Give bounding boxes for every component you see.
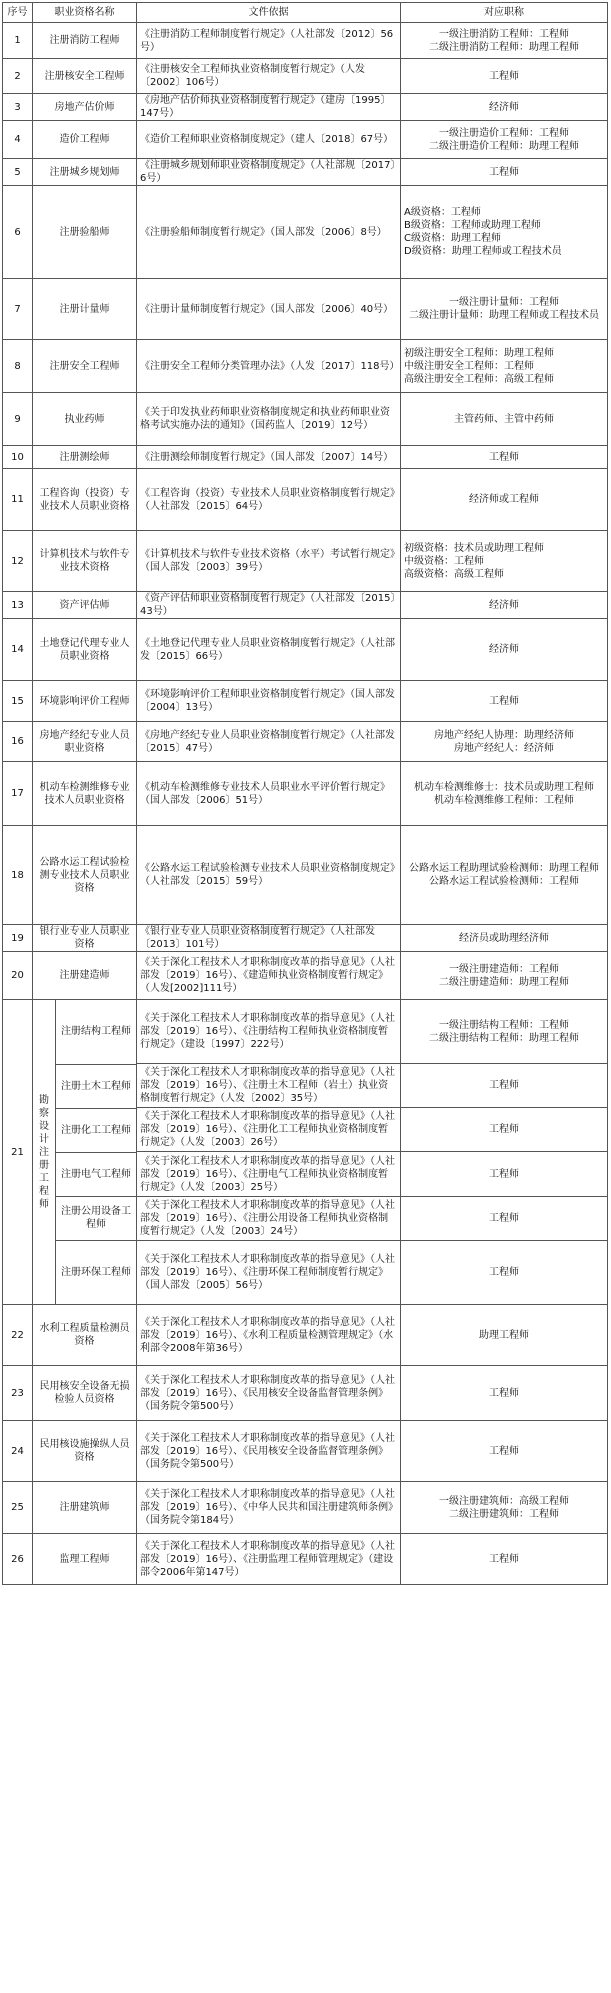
document-basis: 《工程咨询（投资）专业技术人员职业资格制度暂行规定》（人社部发〔2015〕64号） [137,469,401,531]
table-body [3,23,608,1585]
row-number: 20 [3,952,33,1000]
row-number: 23 [3,1366,33,1421]
document-basis: 《注册测绘师制度暂行规定》（国人部发〔2007〕14号） [137,446,401,469]
row-number: 7 [3,279,33,340]
qualification-name: 注册安全工程师 [33,340,137,393]
title-cell [401,59,608,94]
title-line: 经济师 [489,599,519,611]
row-number: 15 [3,681,33,722]
qualification-name: 机动车检测维修专业技术人员职业资格 [33,762,137,826]
document-basis: 《注册消防工程师制度暂行规定》（人社部发〔2012〕56号） [137,23,401,59]
qualification-name: 注册建筑师 [33,1482,137,1534]
qualification-table [2,2,608,1585]
qualification-name: 民用核设施操纵人员资格 [33,1421,137,1482]
title-cell [401,1152,608,1196]
document-basis: 《注册核安全工程师执业资格制度暂行规定》（人发〔2002〕106号） [137,59,401,94]
title-cell [401,159,608,186]
title-line: 工程师 [489,1266,519,1278]
document-basis: 《公路水运工程试验检测专业技术人员职业资格制度规定》（人社部发〔2015〕59号） [137,826,401,925]
title-line: 公路水运工程助理试验检测师：助理工程师 [409,863,599,874]
qualification-name: 执业药师 [33,393,137,446]
title-cell [401,469,608,531]
title-cell [401,1366,608,1421]
title-line: 工程师 [489,70,519,82]
qualification-name: 资产评估师 [33,592,137,619]
document-basis: 《关于深化工程技术人才职称制度改革的指导意见》（人社部发〔2019〕16号）、《注册电气工程师执业资格制度暂行规定》（人发〔2003〕25号） [137,1152,401,1196]
sub-qualification-name: 注册公用设备工程师 [56,1196,137,1240]
qualification-name: 注册消防工程师 [33,23,137,59]
sub-qualification-name: 注册化工工程师 [56,1108,137,1152]
title-line: 中级资格：工程师 [404,555,484,567]
table-row [3,826,608,925]
document-basis: 《关于深化工程技术人才职称制度改革的指导意见》（人社部发〔2019〕16号）、《注册结构工程师执业资格制度暂行规定》（建设〔1997〕222号） [137,1000,401,1064]
document-basis: 《注册验船师制度暂行规定》（国人部发〔2006〕8号） [137,186,401,279]
row-number: 24 [3,1421,33,1482]
sub-qualification-name: 注册环保工程师 [56,1240,137,1304]
group-21-nested [33,1000,136,1304]
document-basis: 《环境影响评价工程师职业资格制度暂行规定》（国人部发〔2004〕13号） [137,681,401,722]
sub-qualification-name: 注册结构工程师 [61,1026,131,1038]
title-line: 工程师 [489,1080,519,1092]
title-line: 高级注册安全工程师：高级工程师 [404,373,554,385]
table-row [3,59,608,94]
table-row [3,121,608,159]
title-line: 一级注册消防工程师：工程师 [439,28,569,40]
table-row [3,952,608,1000]
title-line: 初级注册安全工程师：助理工程师 [404,347,554,359]
title-cell [401,1421,608,1482]
group-name-cell [33,1000,137,1305]
document-basis: 《造价工程师职业资格制度规定》（建人〔2018〕67号） [137,121,401,159]
title-cell [401,592,608,619]
qualification-name: 房地产估价师 [33,94,137,121]
row-number: 19 [3,925,33,952]
header-name: 职业资格名称 [33,3,137,23]
qualification-name: 注册验船师 [33,186,137,279]
table-row [3,1305,608,1366]
row-number: 12 [3,531,33,592]
title-line: 二级注册消防工程师：助理工程师 [429,41,579,53]
title-line: B级资格：工程师或助理工程师 [404,220,541,231]
qualification-name: 水利工程质量检测员资格 [33,1305,137,1366]
title-line: C级资格：助理工程师 [404,233,501,244]
table-header-row [3,3,608,23]
title-cell [401,1240,608,1304]
qualification-name: 注册建造师 [33,952,137,1000]
document-basis: 《关于深化工程技术人才职称制度改革的指导意见》（人社部发〔2019〕16号）、《注册环保工程师制度暂行规定》（国人部发〔2005〕56号） [137,1240,401,1304]
qualification-name: 监理工程师 [33,1534,137,1585]
document-basis: 《注册计量师制度暂行规定》（国人部发〔2006〕40号） [137,279,401,340]
title-line: 一级注册造价工程师：工程师 [439,127,569,139]
document-basis: 《关于深化工程技术人才职称制度改革的指导意见》（人社部发〔2019〕16号）、《注册公用设备工程师执业资格制度暂行规定》（人发〔2003〕24号） [137,1196,401,1240]
row-number: 18 [3,826,33,925]
table-row [3,94,608,121]
table-row [3,762,608,826]
qualification-name: 注册测绘师 [33,446,137,469]
document-basis: 《注册安全工程师分类管理办法》（人发〔2017〕118号） [137,340,401,393]
document-basis: 《关于深化工程技术人才职称制度改革的指导意见》（人社部发〔2019〕16号）、《民用核安全设备监督管理条例》（国务院令第500号） [137,1421,401,1482]
title-line: 机动车检测维修工程师：工程师 [434,794,574,806]
title-line: 二级注册建筑师：工程师 [449,1508,559,1520]
qualification-name: 房地产经纪专业人员职业资格 [33,722,137,762]
qualification-name: 公路水运工程试验检测专业技术人员职业资格 [33,826,137,925]
title-cell [401,340,608,393]
row-number: 25 [3,1482,33,1534]
qualification-name: 注册核安全工程师 [33,59,137,94]
table-row [3,393,608,446]
qualification-name: 造价工程师 [33,121,137,159]
title-cell [401,393,608,446]
title-line: 经济师或工程师 [469,494,539,505]
document-basis: 《房地产估价师执业资格制度暂行规定》（建房〔1995〕147号） [137,94,401,121]
title-cell [401,1000,608,1064]
table-row [3,1000,608,1064]
table-row [3,186,608,279]
document-basis: 《关于深化工程技术人才职称制度改革的指导意见》（人社部发〔2019〕16号）、《中华人民共和国注册建筑师条例》（国务院令第184号） [137,1482,401,1534]
table-row [3,531,608,592]
title-line: 一级注册结构工程师：工程师 [439,1019,569,1031]
title-cell [401,531,608,592]
document-basis: 《关于深化工程技术人才职称制度改革的指导意见》（人社部发〔2019〕16号）、《水利工程质量检测管理规定》（水利部令2008年第36号） [137,1305,401,1366]
row-number: 13 [3,592,33,619]
row-number: 26 [3,1534,33,1585]
title-line: 工程师 [489,1212,519,1224]
title-cell [401,1196,608,1240]
title-line: 房地产经纪人协理：助理经济师 [434,729,574,741]
document-basis: 《计算机技术与软件专业技术资格（水平）考试暂行规定》（国人部发〔2003〕39号） [137,531,401,592]
title-line: 机动车检测维修士：技术员或助理工程师 [414,781,594,793]
title-line: 主管药师、主管中药师 [454,413,554,425]
document-basis: 《房地产经纪专业人员职业资格制度暂行规定》（人社部发〔2015〕47号） [137,722,401,762]
row-number: 22 [3,1305,33,1366]
title-line: 一级注册建筑师：高级工程师 [439,1495,569,1507]
table-row [3,925,608,952]
title-line: 中级注册安全工程师：工程师 [404,360,534,372]
group-name: 勘察设计注册工程师 [33,1000,56,1304]
table-row [3,722,608,762]
row-number: 16 [3,722,33,762]
title-line: 工程师 [489,1124,519,1136]
table-row [3,1366,608,1421]
title-cell [401,121,608,159]
title-cell [401,446,608,469]
title-line: 工程师 [489,1168,519,1180]
header-title: 对应职称 [401,3,608,23]
table-row [3,23,608,59]
row-number: 14 [3,619,33,681]
title-line: A级资格：工程师 [404,207,481,218]
document-basis: 《关于深化工程技术人才职称制度改革的指导意见》（人社部发〔2019〕16号）、《注册土木工程师（岩土）执业资格制度暂行规定》（人发〔2002〕35号） [137,1064,401,1108]
row-number: 1 [3,23,33,59]
title-cell [401,619,608,681]
row-number: 17 [3,762,33,826]
table-row [3,1482,608,1534]
title-line: 公路水运工程试验检测师：工程师 [429,876,579,887]
title-cell [401,925,608,952]
title-cell [401,826,608,925]
title-line: 工程师 [489,1553,519,1565]
title-cell [401,722,608,762]
title-cell [401,23,608,59]
title-cell [401,186,608,279]
qualification-name: 银行业专业人员职业资格 [33,925,137,952]
title-line: 经济师 [489,101,519,113]
row-number: 11 [3,469,33,531]
title-cell [401,1305,608,1366]
title-cell [401,1064,608,1108]
title-line: 工程师 [489,1445,519,1457]
title-cell [401,279,608,340]
row-number: 6 [3,186,33,279]
row-number: 5 [3,159,33,186]
title-line: 二级注册造价工程师：助理工程师 [429,140,579,152]
table-row [3,446,608,469]
qualification-name: 土地登记代理专业人员职业资格 [33,619,137,681]
title-cell [401,1108,608,1152]
table-row [3,681,608,722]
row-number: 10 [3,446,33,469]
table-row [3,619,608,681]
title-line: 房地产经纪人：经济师 [454,742,554,754]
table-row [3,1421,608,1482]
header-num: 序号 [3,3,33,23]
table-row [3,592,608,619]
sub-qualification-name: 注册电气工程师 [56,1152,137,1196]
title-line: D级资格：助理工程师或工程技术员 [404,246,562,257]
title-line: 经济员或助理经济师 [459,932,549,944]
table-row [3,159,608,186]
document-basis: 《注册城乡规划师职业资格制度规定》（人社部规〔2017〕6号） [137,159,401,186]
row-number: 21 [3,1000,33,1305]
document-basis: 《关于深化工程技术人才职称制度改革的指导意见》（人社部发〔2019〕16号）、《民用核安全设备监督管理条例》（国务院令第500号） [137,1366,401,1421]
title-line: 二级注册结构工程师：助理工程师 [429,1032,579,1044]
table-row [3,340,608,393]
qualification-name: 计算机技术与软件专业技术资格 [33,531,137,592]
sub-qualification-name: 注册土木工程师 [56,1064,137,1108]
title-line: 工程师 [489,166,519,178]
table-row [3,469,608,531]
document-basis: 《关于深化工程技术人才职称制度改革的指导意见》（人社部发〔2019〕16号）、《注册化工工程师执业资格制度暂行规定》（人发〔2003〕26号） [137,1108,401,1152]
qualification-name: 注册计量师 [33,279,137,340]
qualification-name: 民用核安全设备无损检验人员资格 [33,1366,137,1421]
title-line: 经济师 [489,644,519,655]
document-basis: 《关于深化工程技术人才职称制度改革的指导意见》（人社部发〔2019〕16号）、《建造师执业资格制度暂行规定》（人发[2002]111号） [137,952,401,1000]
table-row [3,279,608,340]
title-line: 一级注册建造师：工程师 [449,963,559,975]
title-cell [401,1482,608,1534]
qualification-name: 环境影响评价工程师 [33,681,137,722]
title-cell [401,762,608,826]
title-cell [401,681,608,722]
document-basis: 《机动车检测维修专业技术人员职业水平评价暂行规定》（国人部发〔2006〕51号） [137,762,401,826]
document-basis: 《关于印发执业药师职业资格制度规定和执业药师职业资格考试实施办法的通知》（国药监人〔2019〕12号） [137,393,401,446]
qualification-name: 工程咨询（投资）专业技术人员职业资格 [33,469,137,531]
document-basis: 《资产评估师职业资格制度暂行规定》（人社部发〔2015〕43号） [137,592,401,619]
title-line: 工程师 [489,695,519,707]
row-number: 8 [3,340,33,393]
title-line: 二级注册计量师：助理工程师或工程技术员 [409,310,599,321]
document-basis: 《土地登记代理专业人员职业资格制度暂行规定》（人社部发〔2015〕66号） [137,619,401,681]
title-line: 高级资格：高级工程师 [404,568,504,580]
title-line: 助理工程师 [479,1329,529,1341]
table-row [3,1534,608,1585]
document-basis: 《关于深化工程技术人才职称制度改革的指导意见》（人社部发〔2019〕16号）、《注册监理工程师管理规定》（建设部令2006年第147号） [137,1534,401,1585]
title-line: 二级注册建造师：助理工程师 [439,976,569,988]
row-number: 2 [3,59,33,94]
title-cell [401,1534,608,1585]
row-number: 9 [3,393,33,446]
document-basis: 《银行业专业人员职业资格制度暂行规定》（人社部发〔2013〕101号） [137,925,401,952]
title-cell [401,952,608,1000]
qualification-name: 注册城乡规划师 [33,159,137,186]
title-line: 工程师 [489,1387,519,1399]
header-doc: 文件依据 [137,3,401,23]
title-line: 工程师 [489,451,519,463]
title-cell [401,94,608,121]
row-number: 4 [3,121,33,159]
title-line: 初级资格：技术员或助理工程师 [404,542,544,554]
row-number: 3 [3,94,33,121]
title-line: 一级注册计量师：工程师 [449,297,559,308]
